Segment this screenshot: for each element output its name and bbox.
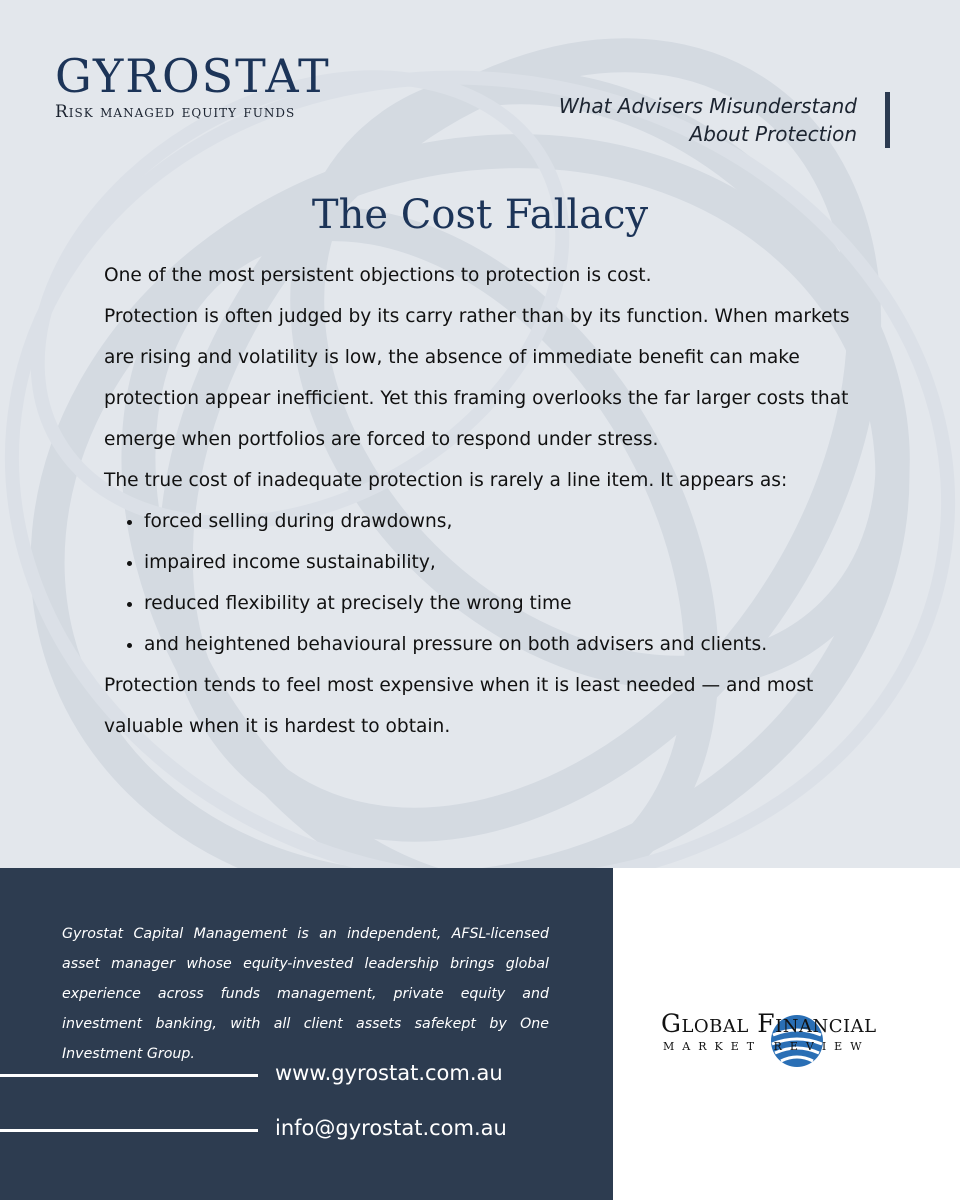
article-body [104, 255, 864, 747]
partner-name: Global Financial [661, 1009, 877, 1038]
conclusion-paragraph: Protection tends to feel most expensive when it is least needed — and most valuable when it is hardest to obtain. [104, 675, 814, 737]
article-heading: The Cost Fallacy [311, 192, 649, 238]
title-accent-bar [885, 92, 890, 148]
logo-wordmark: GYROSTAT [55, 49, 331, 103]
intro-paragraph: One of the most persistent objections to protection is cost. [104, 265, 652, 286]
series-title-line-2: About Protection [689, 122, 857, 146]
list-item: • and heightened behavioural pressure on both advisers and clients. [144, 624, 864, 665]
global-financial-market-review-logo [661, 1009, 921, 1053]
gyrostat-logo [55, 49, 355, 122]
website-link[interactable]: www.gyrostat.com.au [275, 1061, 503, 1085]
footer-partner-panel [613, 868, 960, 1200]
website-divider-line [0, 1074, 258, 1077]
email-link[interactable]: info@gyrostat.com.au [275, 1116, 507, 1140]
company-description: Gyrostat Capital Management is an independent, AFSL-licensed asset manager whose equity-invested leadership brings global experience across funds management, private equity and investment banking, with all client assets safekept by One Investment Group. [62, 926, 549, 1062]
footer-info-panel [0, 868, 613, 1200]
list-intro: The true cost of inadequate protection is rarely a line item. It appears as: [104, 470, 788, 491]
email-divider-line [0, 1129, 258, 1132]
list-item: • reduced flexibility at precisely the wrong time [144, 583, 864, 624]
series-title-line-1: What Advisers Misunderstand [558, 94, 857, 118]
logo-tagline: Risk managed equity funds [55, 102, 296, 122]
main-paragraph: Protection is often judged by its carry rather than by its function. When markets are rising and volatility is low, the absence of immediate benefit can make protection appear inefficient. Yet this framing overlooks the far larger costs that emerge when portfolios are forced to respond under stress. [104, 306, 850, 450]
list-item: • impaired income sustainability, [144, 542, 864, 583]
list-item: • forced selling during drawdowns, [144, 501, 864, 542]
cost-list [104, 501, 864, 665]
partner-subtitle: MARKET REVIEW [663, 1040, 870, 1053]
series-title [457, 92, 857, 148]
